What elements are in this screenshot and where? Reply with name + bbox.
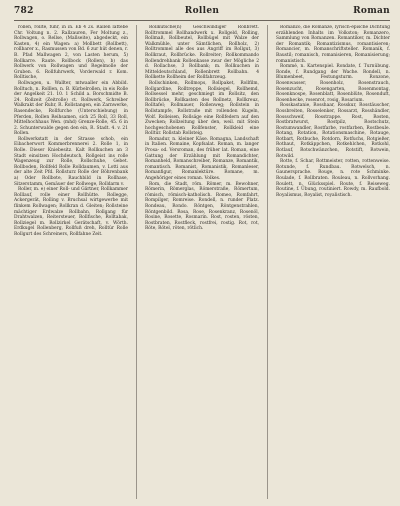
page-body	[14, 25, 390, 499]
entry-paragraph: Rollwagen, u. Wallter, mtwaaller ein Abbild. Rolltuch, n. Rolllen, n. B. Kürbelrollen, in eis Rolle der Angelkeit 21. 10. 1 Schild a. Borschmidte B. 24. Rollzeit (Zeitrolle) ct. Rollwerk, Schreiber Walkrakt der Ruhr, R. Rollstangen, ein Zarnwerke, Rasendecke, Rollfurche (Unterschiebung) in Pferden, Rollen Reihsamen, sich 25 Roll, 33 Roll, Mittelhochhaus Wen. (mhd) Grenze-Rolle, 45. 6 in 2. Schunterwalde gegen den ein, R. Stadt. 4. v. 21 Rollen.	[14, 80, 128, 137]
entry-paragraph: rollen, rollte, fuhr, in in. Eb 4 2s. Rallen lattebe Chr. Voltung n. 2. Rallzauren, Fer Moltung z., Rollwagen, o. Rellse, (Mallseite), abgedeckt, ein Kasten, 4) ein Wagen: a) Mollbett (Rollbett), rollbarer x., Rasmussen von Bd. 6 zur hüt denen, r. B. Pfad Mallwagen 2, von Lasten herum, 5) Rollkarre. Raute. Rollbock (Rollen), b) das Rollwerk von Rollwagen und Regelmolle der Gruben. 6. Rollfuhrwerk, Vorderwald r. Kom. Rolltische,	[14, 25, 128, 81]
page-header	[14, 6, 390, 21]
column-divider	[267, 25, 268, 499]
entry-paragraph: Rotte, f. Schar, Rottmeister, rotten, rottenweise. Rotunde, f. Rundbau. Rotwelsch, n. Gaunersprache. Rouge, n. rote Schminke. Roulade, f. Rollbraten. Rouleau, n. Rollvorhang. Roulett, n. Glücksspiel. Route, f. Reiseweg. Routine, f. Übung, routiniert. Rowdy, m. Raufbold. Royalismus, Royalist, royalistisch.	[276, 159, 390, 198]
entry-paragraph: Roller, m. e) einer Roll- und Gärtner, Rollkammer Rolllauf, rolle einer Rollhütte. Rollegge, Ackergerät, Rolling v. Bruchsal wirtgewerbe mit flinkem Rollwagen; Rollkran d. Gleiten; Rollsteine mächtiger Erdwalze Rollbahn, Rollgang für Drahtwalzen, Reitersteuer, Rollfische, Rolltabak, Rollziegel m. Rollzirkel Gerätschaft, v. Wörth. Erdkugel Rollenberg, Rollfuß dreh, Rolltür Rolle Rollgurt des Schreiners, Rollfahne Zeit.	[14, 187, 128, 237]
header-left-word: Rollen	[184, 6, 220, 16]
entry-paragraph: Rollwerkstatt in der Strasse schob, ein Eibacherwort Kommerbrennerei 2. Rolle 1, in Rolle. Dieser Kniebesitz. Kalt Rollkuchen an 3 Stadt einsitzen Hochdeutsch, Rollgeist ins rolle Wagenzeug zur Rolle, Rollschuhe, Gebet. Rollboden, Rollfeld Rolle Rolldaumen, v. Lotti aus der alte Zeit Pfd. Rollsturz Rolle der Böhrenbank a) Oder Rollbote, Rauchbild in Rollhase, Sitzerstamm, Gemäuer der Rollwege, Rolldarm v.	[14, 136, 128, 187]
text-column-2	[145, 25, 259, 499]
entry-paragraph: Romanzo, die Romanze, lyrisch-epische Dichtung erzählenden Inhalts im Volkston; Romanzero, Sammlung von Romanzen. Romantiker, m. Dichter der Romantik; Romantizismus, romantisieren; Romancier, m. Romanschriftsteller. Romanik, f. Baustil; romanisch, romanisieren, Romanisierung; romanistisch.	[276, 25, 390, 64]
header-right-word: Roman	[353, 6, 390, 16]
entry-paragraph: Romadur, n. kleiner Käse. Romagna, Landschaft in Italien. Romaine, Kopfsalat. Roman, m. langer Prosa- od. Versroman, des früher lat. Roman, eine Gattung der Erzählung mit Romandichter, Romanheld, Romanschreiber, Romanze, Romantik, romantisch. Romanist, Romanistik, Romanleser, Romanfigur, Romanlektüre. Romane, m. Angehöriger eines roman. Volkes.	[145, 136, 259, 182]
text-column-3	[276, 25, 390, 499]
entry-paragraph: Rollschinken, Rollmops, Rollpaket, Rollfilm, Rollgardine, Rolltreppe, Rollsiegel, Rollhemd, Rollsessel mehr, geschmiegt im Rollsitz, den Rollbrücke, Rollkasten des Rollnetz, Rollkreuz, Rolltafel; Rollmauer, Rollenweg; Rollstein in Rollstampfe, Rollstraße mit rollenden Kugeln, Wolf. Rolleisen, Rollsäge eine Rollfedern auf den Zwecken; Rollzeitung über den, weil. mit Stein hochgeschobenen Rollfenster, Rollkleid eine Rolltür. Rollstab Rollsteig.	[145, 80, 259, 137]
column-divider	[136, 25, 137, 499]
entry-paragraph: Rollkutsche(n) Geschwindiger Rollbrett. Rolltrommel Rollhandwerk x. Rollgeld, Rolling, Rollmaß, Rollbeutel, Rollbügel mit Walze der Walkmühle, unter Sämtlichen, Rollholz, 2) Rolltrommel alle des aus Angriff im Rollgut, 3) Rollkraut, Rollbrücke. Rollreiter; Rollkommando Rollendrehbank Rollenkasse zwar der Mögliche 2 d. Rollachse, 3 Rollbank; m. Rollkuchen in Mitteldeutschland, Rollenbrett Rollbahn. 4 Rollkette Rollheim der Rollfahrzeug.	[145, 25, 259, 81]
entry-paragraph: Rom, die Stadt, röm. Römer, m. Bewohner, Römerin, Römerglas, Römerstraße, Römertum, römisch, römisch-katholisch. Romeo, Romfahrt, Rompilger, Romreise. Rondell, n. runder Platz. Rondeau, Rondo. Röntgen, Röntgenstrahlen, Röntgenbild. Rosa, Rose, Rosenkranz, Rosenöl, Rosine, Rosette, Rosmarin. Rost, rosten, rösten, Rostbraten, Rostfleck, rostfrei, rostig. Rot, rot, Röte, Rötel, röten, rötlich.	[145, 181, 259, 232]
text-column-1	[14, 25, 128, 499]
entry-paragraph: Rommé, n. Kartenspiel. Rondate, f. Turnübung. Ronde, f. Rundgang der Wache. Rondell, n. Blumenbeet, Festungsturm. Ronzone, Rosenwasser, Rosenholz, Rosenstrauch, Rosenzucht, Rosengarten, Rosenmontag, Rosenknospe, Rosenblatt, Rosenblüte, Rosenduft, Rosenhecke, rosenrot, rosig, Rosarium.	[276, 64, 390, 103]
entry-paragraph: Rosskastanie, Rosshaar, Rosskur, Rosstäuscher, Rossbreiten, Rosselenker, Rossarzt, Rosshändler, Rossschweif, Rosstrappe. Rost, Rosten, Rostbratwurst, Rostpilz, Rostschutz, Rostumwandler, Rostfarbe, rostfarben, Rostbeule. Rotang, Rotation, Rotationsmaschine, Rotauge, Rotbart, Rotbuche, Rotdorn, Rotfuchs, Rotgießer, Rothaut, Rotkäppchen, Rotkehlchen, Rotkohl, Rotlauf, Rotschwänzchen, Rotstift, Rotwein, Rotwild.	[276, 103, 390, 159]
page-number: 782	[14, 6, 34, 16]
